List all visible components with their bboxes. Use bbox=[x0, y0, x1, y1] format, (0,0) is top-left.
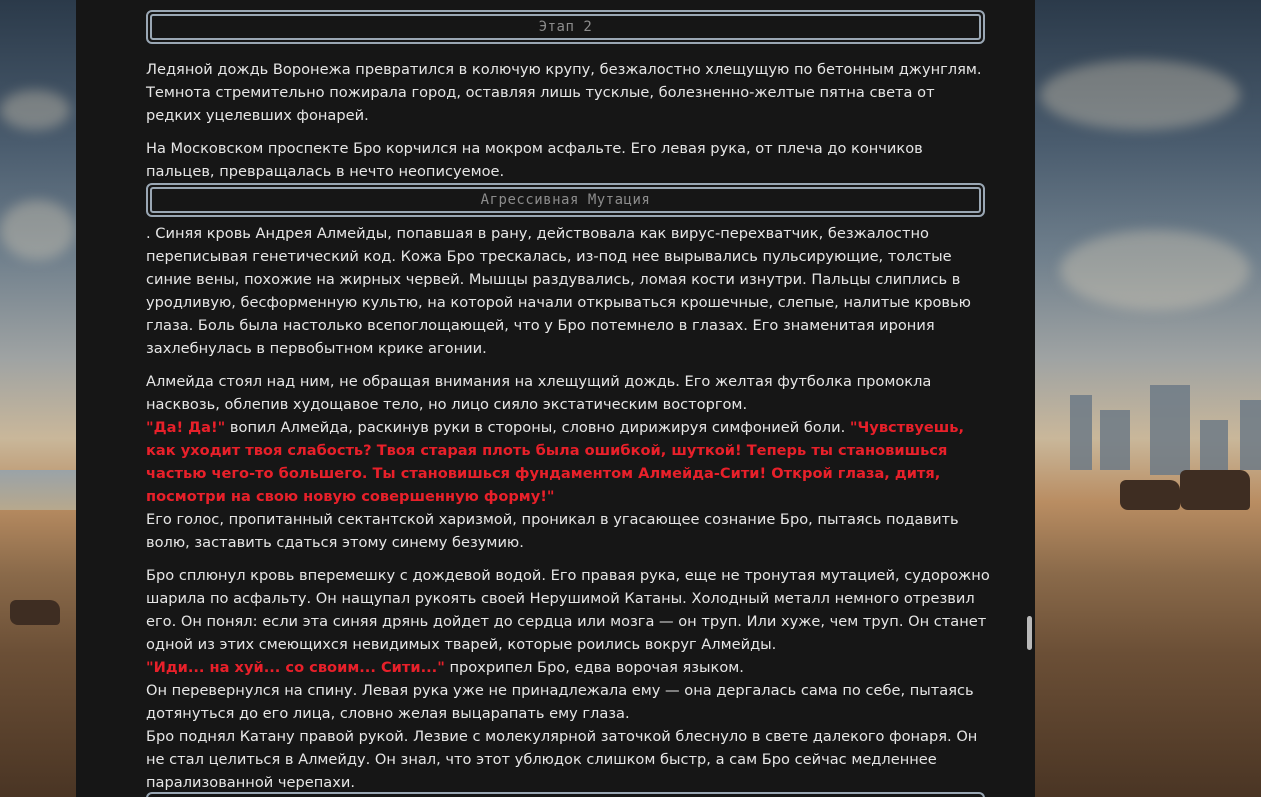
bro-turn: Он перевернулся на спину. Левая рука уже не принадлежала ему — она дергалась сама по себе, пытаясь дотянуться до его лица, словно желая выцарапать ему глаза. bbox=[146, 682, 974, 722]
stage-header bbox=[146, 10, 985, 44]
stage-header-label: Этап 2 bbox=[150, 14, 981, 40]
paragraph-mutation: . Синяя кровь Андрея Алмейды, попавшая в рану, действовала как вирус-перехватчик, безжалостно переписывая генетический код. Кожа Бро трескалась, из-под нее вырывались пульсирующие, толстые синие вены, похожие на жирных червей. Мышцы раздувались, ломая кости изнутри. Пальцы слиплись в уродливую, бесформенную культю, на которой начали открываться крошечные, слепые, налитые кровью глаза. Боль была настолько всепоглощающей, что у Бро потемнело в глазах. Его знаменитая ирония захлебнулась в первобытном крике агонии. bbox=[146, 225, 971, 357]
paragraph-almeida bbox=[146, 370, 991, 554]
bro-quote: "Иди... на хуй... со своим... Сити..." bbox=[146, 659, 445, 676]
bro-quote-after: прохрипел Бро, едва ворочая языком. bbox=[444, 659, 744, 676]
paragraph-rain: Ледяной дождь Воронежа превратился в колючую крупу, безжалостно хлещущую по бетонным джунглям. Темнота стремительно пожирала город, оставляя лишь тусклые, болезненно-желтые пятна света от редких уцелевших фонарей. bbox=[146, 61, 982, 124]
almeida-description: Алмейда стоял над ним, не обращая внимания на хлещущий дождь. Его желтая футболка промокла насквозь, облепив худощавое тело, но лицо сияло экстатическим восторгом. bbox=[146, 373, 932, 413]
mutation-header bbox=[146, 183, 985, 217]
next-header-edge bbox=[146, 792, 985, 797]
scrollbar-thumb[interactable] bbox=[1027, 616, 1032, 650]
almeida-voice: Его голос, пропитанный сектантской харизмой, проникал в угасающее сознание Бро, пытаясь подавить волю, заставить сдаться этому синему безумию. bbox=[146, 511, 959, 551]
bro-katana: Бро сплюнул кровь вперемешку с дождевой водой. Его правая рука, еще не тронутая мутацией, судорожно шарила по асфальту. Он нащупал рукоять своей Нерушимой Катаны. Холодный металл немного отрезвил его. Он понял: если эта синяя дрянь дойдет до сердца или мозга — он труп. Или хуже, чем труп. Он станет одной из этих смеющихся невидимых тварей, которые роились вокруг Алмейды. bbox=[146, 567, 990, 653]
bro-raise: Бро поднял Катану правой рукой. Лезвие с молекулярной заточкой блеснуло в свете далекого фонаря. Он не стал целиться в Алмейду. Он знал, что этот ублюдок слишком быстр, а сам Бро сейчас медленнее парализованной черепахи. bbox=[146, 728, 978, 791]
paragraph-prospect: На Московском проспекте Бро корчился на мокром асфальте. Его левая рука, от плеча до кончиков пальцев, превращалась в нечто неописуемое. bbox=[146, 140, 923, 180]
almeida-action: вопил Алмейда, раскинув руки в стороны, словно дирижируя симфонией боли. bbox=[225, 419, 850, 436]
mutation-header-label: Агрессивная Мутация bbox=[150, 187, 981, 213]
paragraph-bro bbox=[146, 564, 991, 794]
almeida-quote-long: "Чувствуешь, как уходит твоя слабость? Твоя старая плоть была ошибкой, шуткой! Теперь ты становишься частью чего-то большего. Ты становишься фундаментом Алмейда-Сити! Открой глаза, дитя, посмотри на свою новую совершенную форму!" bbox=[146, 419, 965, 505]
almeida-quote-short: "Да! Да!" bbox=[146, 419, 226, 436]
